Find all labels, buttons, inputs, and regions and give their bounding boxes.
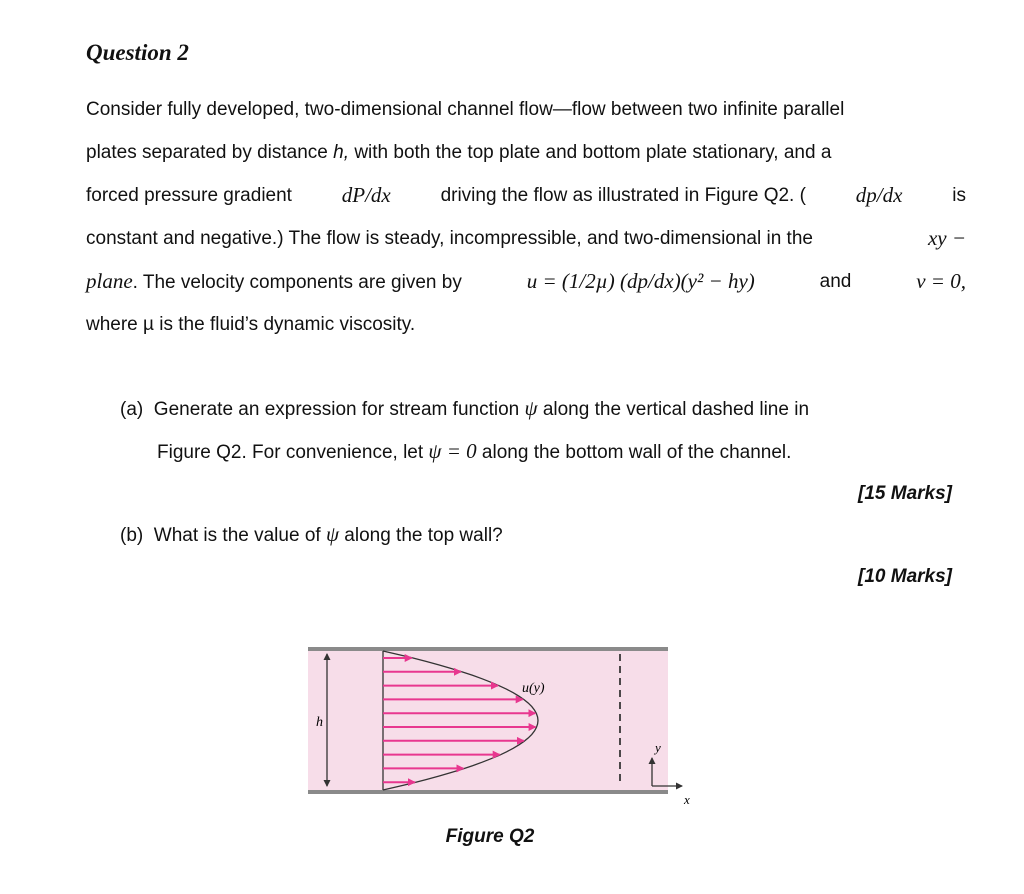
part-b-marks: [10 Marks] bbox=[858, 566, 952, 587]
velocity-v-equation: v = 0, bbox=[916, 269, 966, 293]
psi-symbol: ψ bbox=[524, 396, 538, 420]
y-axis-label: y bbox=[655, 740, 661, 755]
part-a-marks: [15 Marks] bbox=[858, 483, 952, 504]
intro-line-1: Consider fully developed, two-dimensional channel flow—flow between two infinite parallel bbox=[86, 99, 845, 120]
height-label: h bbox=[316, 715, 323, 730]
channel-fluid-region bbox=[308, 649, 668, 792]
x-axis-label: x bbox=[684, 792, 690, 807]
channel-flow-figure bbox=[300, 640, 710, 820]
part-b-label: (b) bbox=[120, 525, 144, 546]
intro-line-5: plane. The velocity components are given by u = (1/2µ) (dp/dx)(y² − hy) and v = 0, bbox=[86, 260, 966, 303]
intro-paragraph bbox=[86, 88, 966, 346]
part-b-line: (b) What is the value of ψ along the top wall? bbox=[120, 522, 503, 546]
intro-line-3: forced pressure gradient dP/dx driving the flow as illustrated in Figure Q2. ( dp/dx is bbox=[86, 183, 966, 207]
intro-line-4: constant and negative.) The flow is steady, incompressible, and two-dimensional in the xy − bbox=[86, 226, 966, 250]
part-a-line-1: (a) Generate an expression for stream function ψ along the vertical dashed line in bbox=[120, 396, 810, 420]
velocity-label: u(y) bbox=[522, 681, 545, 696]
part-a-label: (a) bbox=[120, 399, 144, 420]
part-a-line-2: Figure Q2. For convenience, let ψ = 0 along the bottom wall of the channel. bbox=[157, 439, 792, 463]
question-title: Question 2 bbox=[86, 40, 189, 65]
velocity-u-equation: u = (1/2µ) (dp/dx)(y² − hy) bbox=[526, 269, 755, 293]
intro-line-6: where µ is the fluid’s dynamic viscosity. bbox=[86, 314, 416, 335]
intro-line-2: plates separated by distance h, with both the top plate and bottom plate stationary, and a bbox=[86, 142, 832, 163]
figure-caption: Figure Q2 bbox=[445, 826, 535, 847]
